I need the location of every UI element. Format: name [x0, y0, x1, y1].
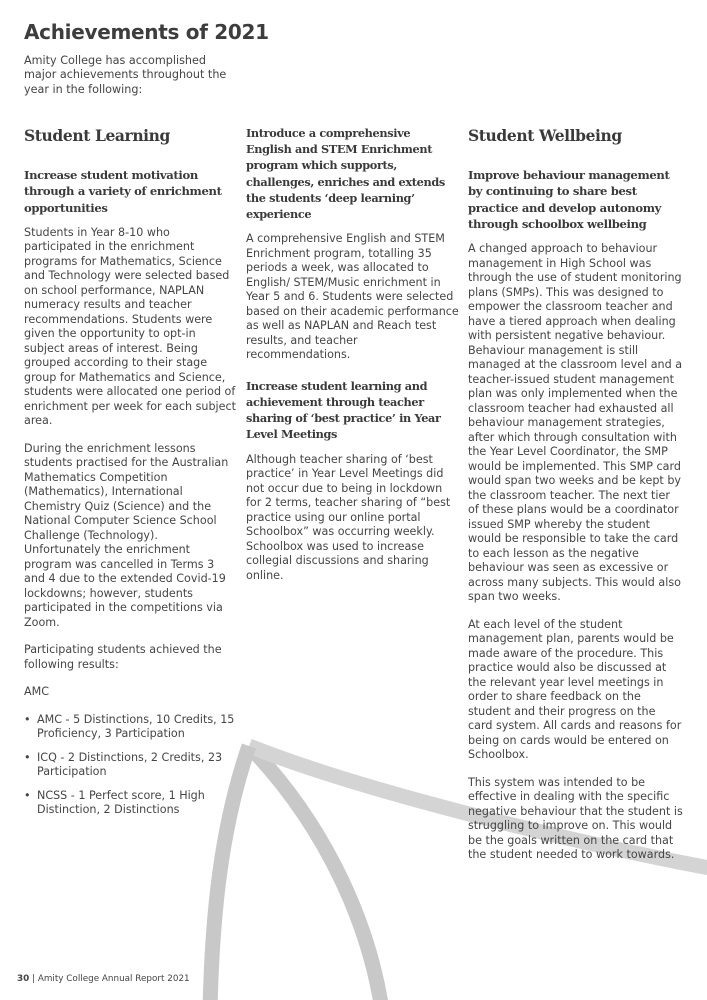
page-number: 30 [17, 974, 30, 984]
results-list [24, 713, 238, 818]
enrichment-subheading: Increase student motivation through a variety of enrichment opportunities [24, 168, 222, 215]
stem-enrichment-subheading: Introduce a comprehensive English and STEM Enrichment program which supports, challenges, enriches and extends the students ‘deep learning’ experience [246, 126, 445, 222]
behaviour-subheading: Improve behaviour management by continuing to share best practice and develop autonomy through schoolbox wellbeing [468, 168, 670, 231]
page-title: Achievements of 2021 [24, 20, 269, 44]
intro-text: Amity College has accomplished major achievements throughout the year in the following: [24, 54, 227, 96]
student-wellbeing-column [468, 126, 683, 876]
paragraph: Participating students achieved the following results: [24, 643, 222, 671]
bullet-icon: • [24, 750, 31, 764]
stem-enrichment-column [246, 125, 459, 596]
list-item-text: NCSS - 1 Perfect score, 1 High Distinction, 2 Distinctions [37, 788, 205, 817]
paragraph: At each level of the student management plan, parents would be made aware of the procedure. This practice would also be discussed at the relevant year level meetings in order to share feedback on the student and their progress on the card system. All cards and reasons for being on cards would be entered on Schoolbox. [468, 617, 682, 762]
list-item [24, 751, 238, 780]
list-item-text: ICQ - 2 Distinctions, 2 Credits, 23 Participation [37, 750, 223, 779]
list-item-text: AMC - 5 Distinctions, 10 Credits, 15 Proficiency, 3 Participation [37, 712, 235, 741]
list-item [24, 789, 238, 818]
paragraph: A comprehensive English and STEM Enrichment program, totalling 35 periods a week, was allocated to English/ STEM/Music enrichment in Year 5 and 6. Students were selected based on their academic performance as well as NAPLAN and Reach test results, and teacher recommendations. [246, 232, 459, 362]
paragraph: Although teacher sharing of ‘best practice’ in Year Level Meetings did not occur due to being in lockdown for 2 terms, teacher sharing of “best practice using our online portal Schoolbox” was occurring weekly. Schoolbox was used to increase collegial discussions and sharing online. [246, 452, 451, 582]
paragraph: A changed approach to behaviour management in High School was through the use of student monitoring plans (SMPs). This was designed to empower the classroom teacher and have a tiered approach when dealing with persistent negative behaviour. Behaviour management is still managed at the classroom level and a teacher-issued student management plan was only implemented when the classroom teacher had exhausted all behaviour management strategies, after which through consultation with the Year Level Coordinator, the SMP would be implemented. This SMP card would span two weeks and be kept by the classroom teacher. The next tier of these plans would be a coordinator issued SMP whereby the student would be responsible to take the card to each lesson as the negative behaviour was seen as excessive or across many subjects. This would also span two weeks. [468, 242, 683, 604]
paragraph: Students in Year 8-10 who participated in the enrichment programs for Mathematics, Science and Technology were selected based on school performance, NAPLAN numeracy results and teacher recommendations. Students were given the opportunity to opt-in subject areas of interest. Being grouped according to their stage group for Mathematics and Science, students were allocated one period of enrichment per week for each subject area. [24, 225, 236, 428]
list-item [24, 713, 238, 742]
student-wellbeing-heading: Student Wellbeing [468, 126, 622, 145]
student-learning-column [24, 126, 238, 827]
page-footer [17, 974, 190, 984]
student-learning-heading: Student Learning [24, 126, 170, 145]
bullet-icon: • [24, 712, 31, 726]
footer-text: Amity College Annual Report 2021 [37, 974, 190, 984]
amc-label: AMC [24, 685, 50, 699]
paragraph: This system was intended to be effective in dealing with the specific negative behaviour that the student is struggling to improve on. This would be the goals written on the card that the student needed to work towards. [468, 775, 683, 862]
footer-separator: | [29, 974, 38, 984]
bullet-icon: • [24, 788, 31, 802]
best-practice-subheading: Increase student learning and achievement through teacher sharing of ‘best practice’ in Year Level Meetings [246, 378, 441, 442]
paragraph: During the enrichment lessons students practised for the Australian Mathematics Competition (Mathematics), International Chemistry Quiz (Science) and the National Computer Science School Challenge (Technology). Unfortunately the enrichment program was cancelled in Terms 3 and 4 due to the extended Covid-19 lockdowns; however, students participated in the competitions via Zoom. [24, 441, 229, 629]
